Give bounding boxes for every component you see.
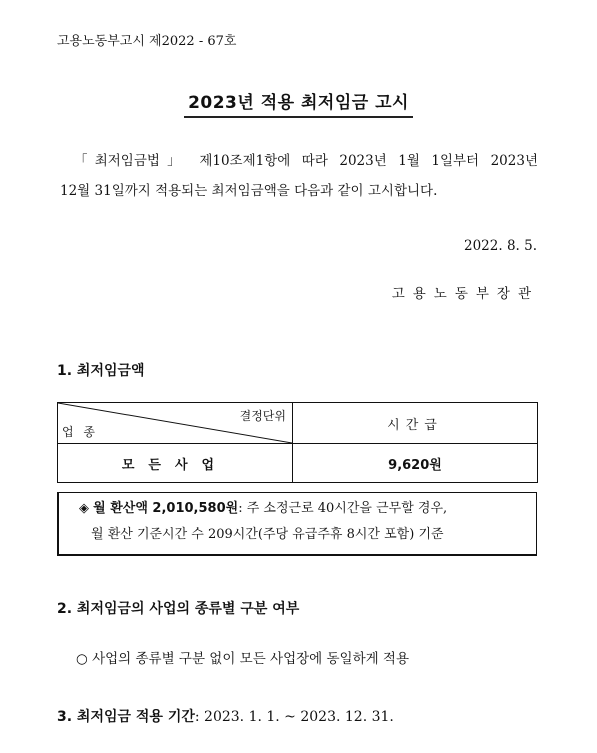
monthly-amount-label: 월 환산액 2,010,580원: [93, 501, 239, 516]
section-2-text: [76, 647, 409, 667]
notice-body-line-1: 「최저임금법」 제10조제1항에 따라 2023년 1월 1일부터 2023년: [74, 153, 538, 169]
notice-body-line-2: 12월 31일까지 적용되는 최저임금액을 다음과 같이 고시합니다.: [60, 183, 438, 199]
section-3-line: [57, 706, 394, 726]
hourly-wage-header: 시간급: [293, 403, 538, 444]
section-2-body: 사업의 종류별 구분 없이 모든 사업장에 동일하게 적용: [92, 651, 410, 667]
issuer-minister: 고용노동부장관: [391, 286, 539, 302]
section-3-period: : 2023. 1. 1. ~ 2023. 12. 31.: [194, 709, 394, 725]
notice-number: 고용노동부고시 제2022 - 67호: [57, 34, 237, 49]
diagonal-header-cell: [58, 403, 293, 444]
minimum-wage-table: [57, 402, 538, 483]
monthly-line-1-rest: : 주 소정근로 40시간을 근무할 경우,: [238, 501, 448, 516]
table-header-row: [58, 403, 538, 444]
monthly-line-1: [59, 496, 536, 522]
monthly-equivalent-box: [57, 492, 537, 556]
industry-cell: 모든사업: [58, 444, 293, 483]
notice-date: 2022. 8. 5.: [464, 238, 537, 254]
page-title: 2023년 적용 최저임금 고시: [184, 88, 413, 118]
circle-bullet-icon: ○: [76, 651, 88, 667]
industry-label: 업 종: [62, 425, 98, 439]
diamond-bullet-icon: ◈: [79, 501, 89, 516]
notice-body: [60, 146, 538, 206]
section-2-heading: 2. 최저임금의 사업의 종류별 구분 여부: [57, 601, 300, 617]
page-title-container: [0, 88, 597, 118]
section-3-heading: 3. 최저임금 적용 기간: [57, 709, 195, 725]
decision-unit-label: 결정단위: [239, 409, 286, 423]
table-row: [58, 444, 538, 483]
hourly-wage-value: 9,620원: [293, 444, 538, 483]
monthly-line-2: 월 환산 기준시간 수 209시간(주당 유급주휴 8시간 포함) 기준: [91, 527, 444, 542]
section-1-heading: 1. 최저임금액: [57, 363, 145, 379]
